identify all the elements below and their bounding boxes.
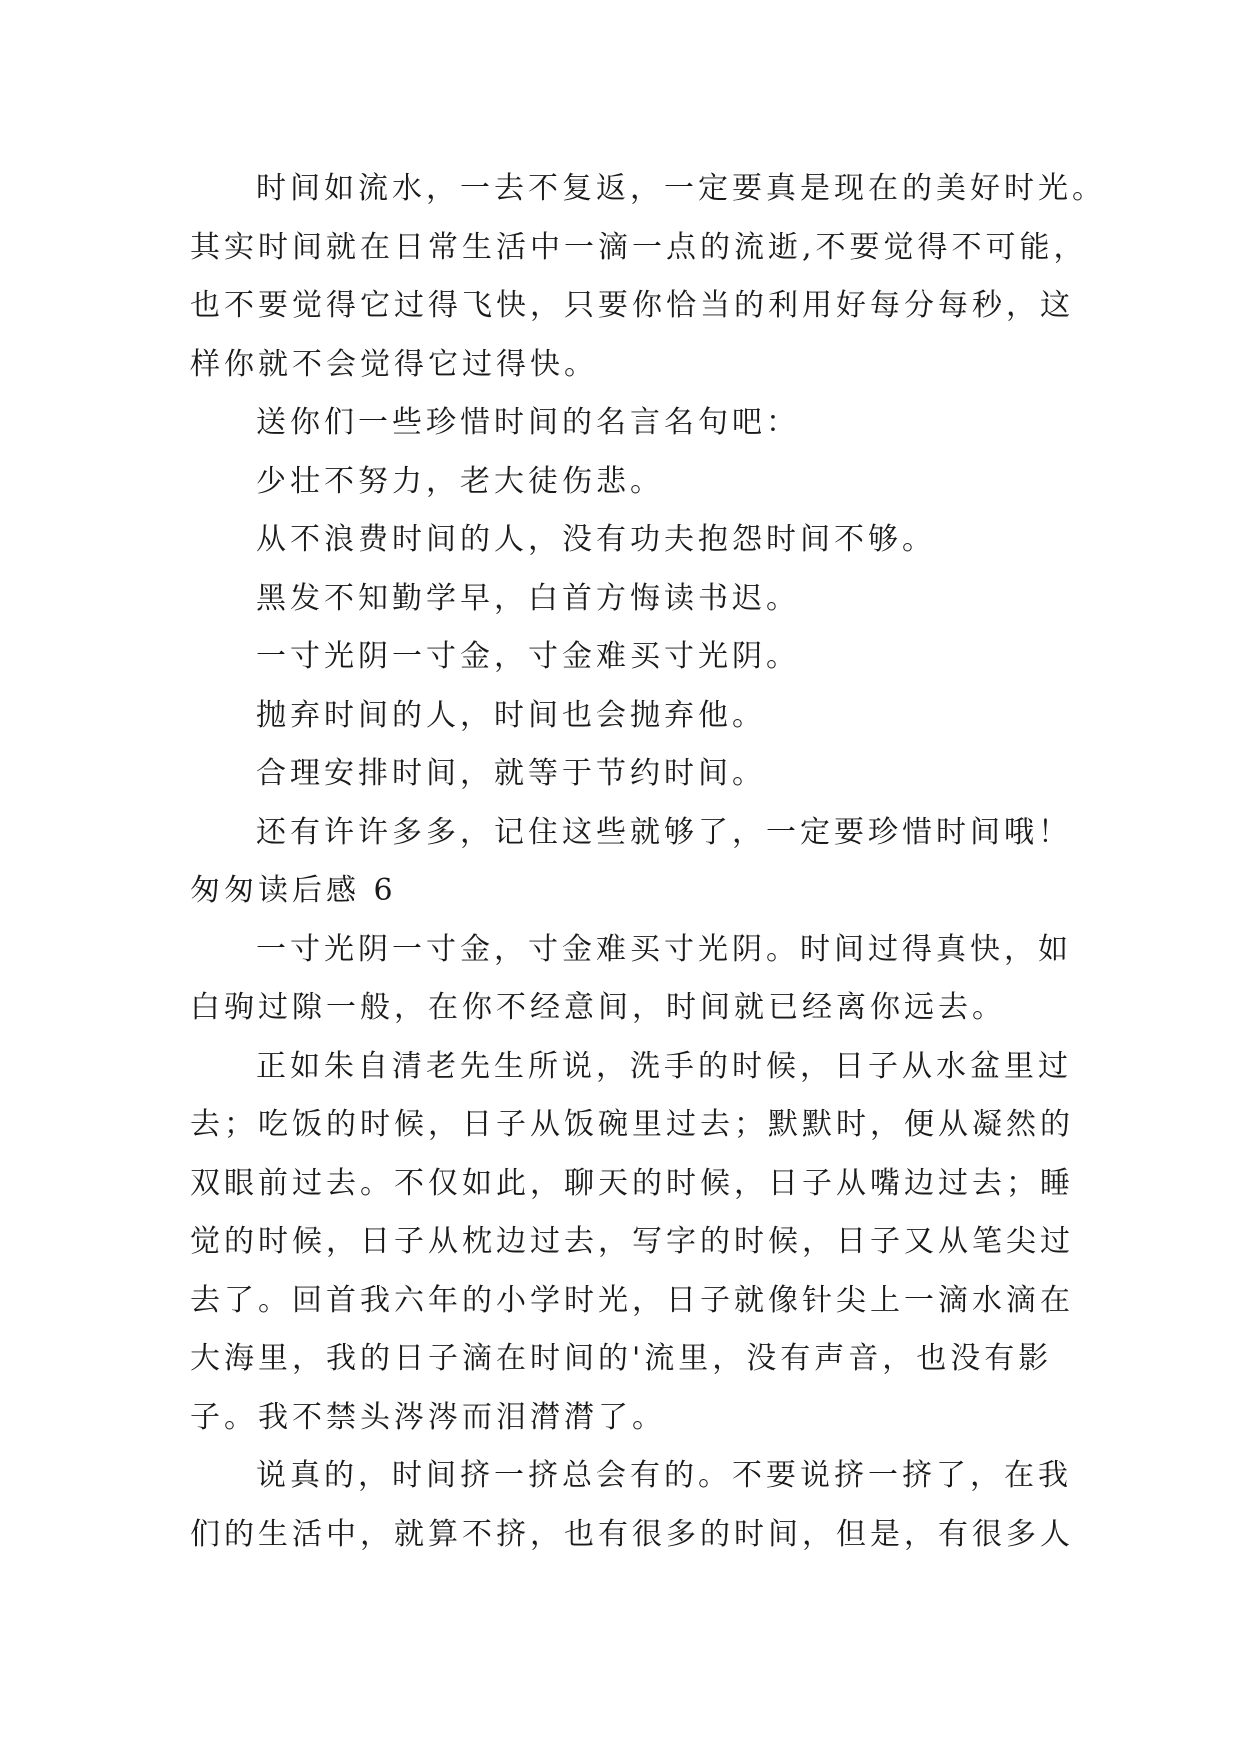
paragraph-line: 们的生活中，就算不挤，也有很多的时间，但是，有很多人 — [190, 1516, 1074, 1552]
quote-line: 一寸光阴一寸金，寸金难买寸光阴。 — [256, 639, 800, 674]
quote-line: 从不浪费时间的人，没有功夫抱怨时间不够。 — [256, 522, 936, 557]
paragraph-line: 说真的，时间挤一挤总会有的。不要说挤一挤了，在我 — [256, 1458, 1072, 1493]
paragraph-line: 去；吃饭的时候，日子从饭碗里过去；默默时，便从凝然的 — [190, 1107, 1074, 1142]
quote-line: 黑发不知勤学早，白首方悔读书迟。 — [256, 580, 800, 616]
paragraph-line: 还有许许多多，记住这些就够了，一定要珍惜时间哦！ — [256, 814, 1072, 850]
paragraph-line: 一寸光阴一寸金，寸金难买寸光阴。时间过得真快，如 — [256, 931, 1072, 967]
paragraph-line: 双眼前过去。不仅如此，聊天的时候，日子从嘴边过去；睡 — [190, 1165, 1074, 1201]
paragraph-line: 送你们一些珍惜时间的名言名句吧： — [256, 405, 800, 440]
quote-line: 合理安排时间，就等于节约时间。 — [256, 756, 766, 791]
quote-line: 抛弃时间的人，时间也会抛弃他。 — [256, 697, 766, 733]
section-heading: 匆匆读后感 6 — [190, 873, 397, 908]
paragraph-line: 正如朱自清老先生所说，洗手的时候，日子从水盆里过 — [256, 1048, 1072, 1084]
quote-line: 少壮不努力，老大徒伤悲。 — [256, 463, 664, 499]
paragraph-line: 白驹过隙一般，在你不经意间，时间就已经离你远去。 — [190, 990, 1006, 1025]
paragraph-line: 时间如流水，一去不复返，一定要真是现在的美好时光。 — [256, 171, 1106, 206]
document-page — [190, 160, 1106, 1564]
paragraph-line: 大海里，我的日子滴在时间的'流里，没有声音，也没有影 — [190, 1341, 1053, 1376]
paragraph-line: 去了。回首我六年的小学时光，日子就像针尖上一滴水滴在 — [190, 1282, 1074, 1318]
paragraph-line: 样你就不会觉得它过得快。 — [190, 346, 598, 382]
paragraph-line: 其实时间就在日常生活中一滴一点的流逝,不要觉得不可能， — [190, 229, 1088, 265]
paragraph-line: 觉的时候，日子从枕边过去，写字的时候，日子又从笔尖过 — [190, 1224, 1074, 1259]
paragraph-line: 也不要觉得它过得飞快，只要你恰当的利用好每分每秒，这 — [190, 288, 1074, 323]
paragraph-line: 子。我不禁头涔涔而泪潸潸了。 — [190, 1399, 666, 1435]
